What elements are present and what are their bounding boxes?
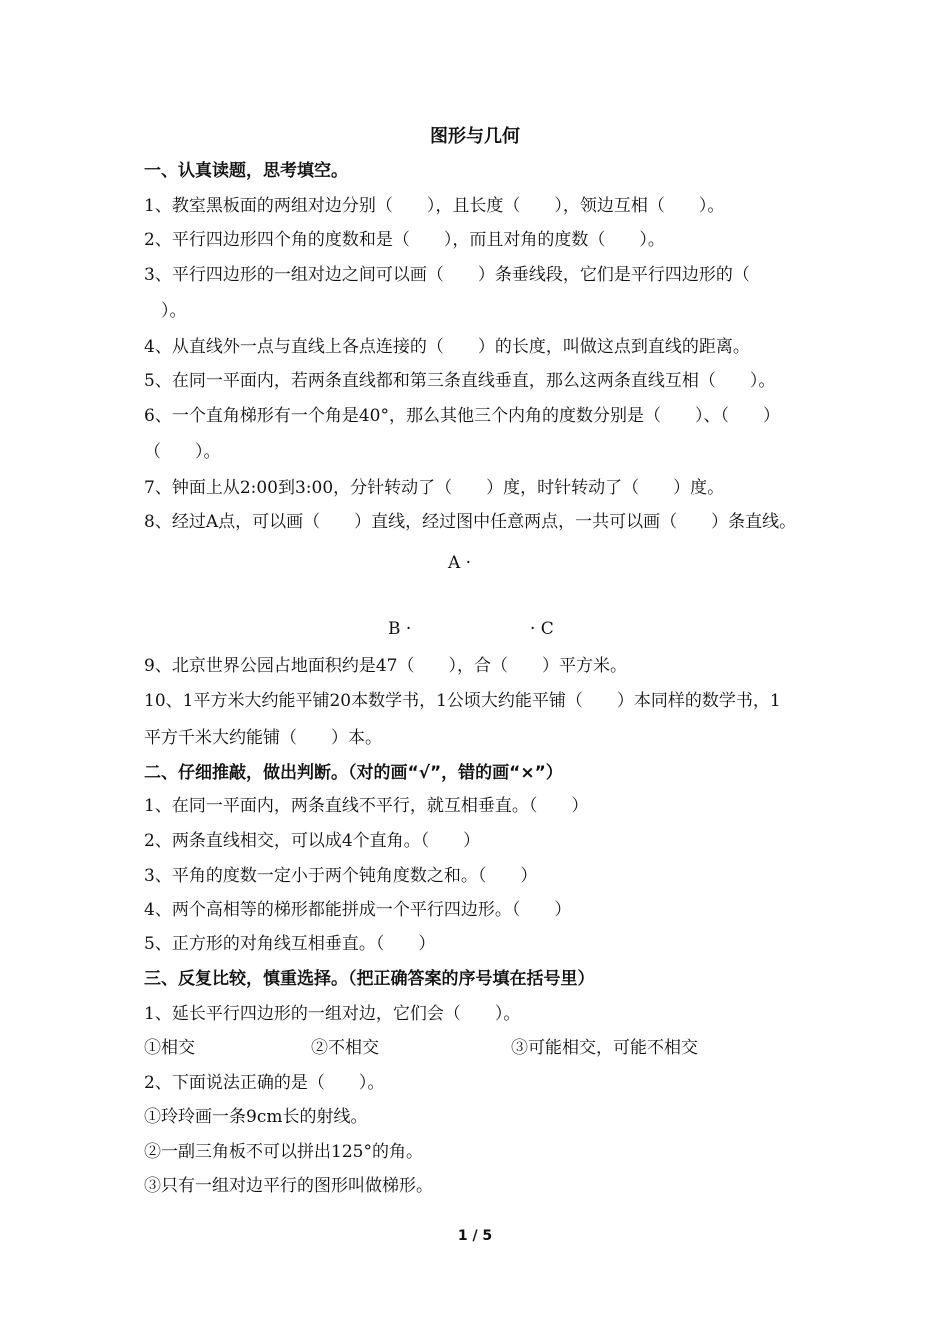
- s1-q10: 10、1平方米大约能平铺20本数学书，1公顷大约能平铺（ ）本同样的数学书，1: [144, 691, 781, 711]
- s3-q1-option-3: ③可能相交，可能不相交: [511, 1038, 698, 1058]
- s1-q3-cont: ）。: [144, 301, 187, 321]
- section-2-heading: 二、仔细推敲，做出判断。（对的画“√”，错的画“×”）: [144, 763, 563, 783]
- s1-q6-cont: （ ）。: [144, 442, 221, 462]
- s3-q1-option-1: ①相交: [144, 1038, 195, 1058]
- s1-q5: 5、在同一平面内，若两条直线都和第三条直线垂直，那么这两条直线互相（ ）。: [144, 371, 776, 391]
- s3-q1: 1、延长平行四边形的一组对边，它们会（ ）。: [144, 1004, 521, 1024]
- s3-q2-option-3: ③只有一组对边平行的图形叫做梯形。: [144, 1176, 433, 1196]
- s3-q2-option-1: ①玲玲画一条9cm长的射线。: [144, 1107, 368, 1127]
- s2-q4: 4、两个高相等的梯形都能拼成一个平行四边形。（ ）: [144, 900, 572, 920]
- s1-q4: 4、从直线外一点与直线上各点连接的（ ）的长度，叫做这点到直线的距离。: [144, 337, 750, 357]
- point-c-label: · C: [530, 619, 554, 639]
- page-number: 1 / 5: [457, 1228, 493, 1244]
- s1-q6: 6、一个直角梯形有一个角是40°，那么其他三个内角的度数分别是（ ）、（ ）: [144, 406, 780, 426]
- s2-q2: 2、两条直线相交，可以成4个直角。（ ）: [144, 831, 481, 851]
- s2-q3: 3、平角的度数一定小于两个钝角度数之和。（ ）: [144, 866, 538, 886]
- s1-q8: 8、经过A点，可以画（ ）直线，经过图中任意两点，一共可以画（ ）条直线。: [144, 512, 797, 532]
- page-title: 图形与几何: [430, 126, 520, 147]
- s1-q9: 9、北京世界公园占地面积约是47（ ），合（ ）平方米。: [144, 656, 627, 676]
- point-b-label: B ·: [388, 619, 412, 639]
- point-a-label: A ·: [448, 553, 472, 573]
- s1-q7: 7、钟面上从2:00到3:00，分针转动了（ ）度，时针转动了（ ）度。: [144, 478, 725, 498]
- section-3-heading: 三、反复比较，慎重选择。（把正确答案的序号填在括号里）: [144, 969, 595, 989]
- s2-q5: 5、正方形的对角线互相垂直。（ ）: [144, 934, 436, 954]
- s3-q1-option-2: ②不相交: [311, 1038, 379, 1058]
- s1-q2: 2、平行四边形四个角的度数和是（ ），而且对角的度数（ ）。: [144, 230, 665, 250]
- s3-q2: 2、下面说法正确的是（ ）。: [144, 1073, 385, 1093]
- s1-q1: 1、教室黑板面的两组对边分别（ ），且长度（ ），领边互相（ ）。: [144, 196, 725, 216]
- s1-q3: 3、平行四边形的一组对边之间可以画（ ）条垂线段，它们是平行四边形的（: [144, 265, 750, 285]
- s1-q10-cont: 平方千米大约能铺（ ）本。: [144, 728, 382, 748]
- section-1-heading: 一、认真读题，思考填空。: [144, 161, 348, 181]
- s2-q1: 1、在同一平面内，两条直线不平行，就互相垂直。（ ）: [144, 796, 589, 816]
- s3-q2-option-2: ②一副三角板不可以拼出125°的角。: [144, 1142, 423, 1162]
